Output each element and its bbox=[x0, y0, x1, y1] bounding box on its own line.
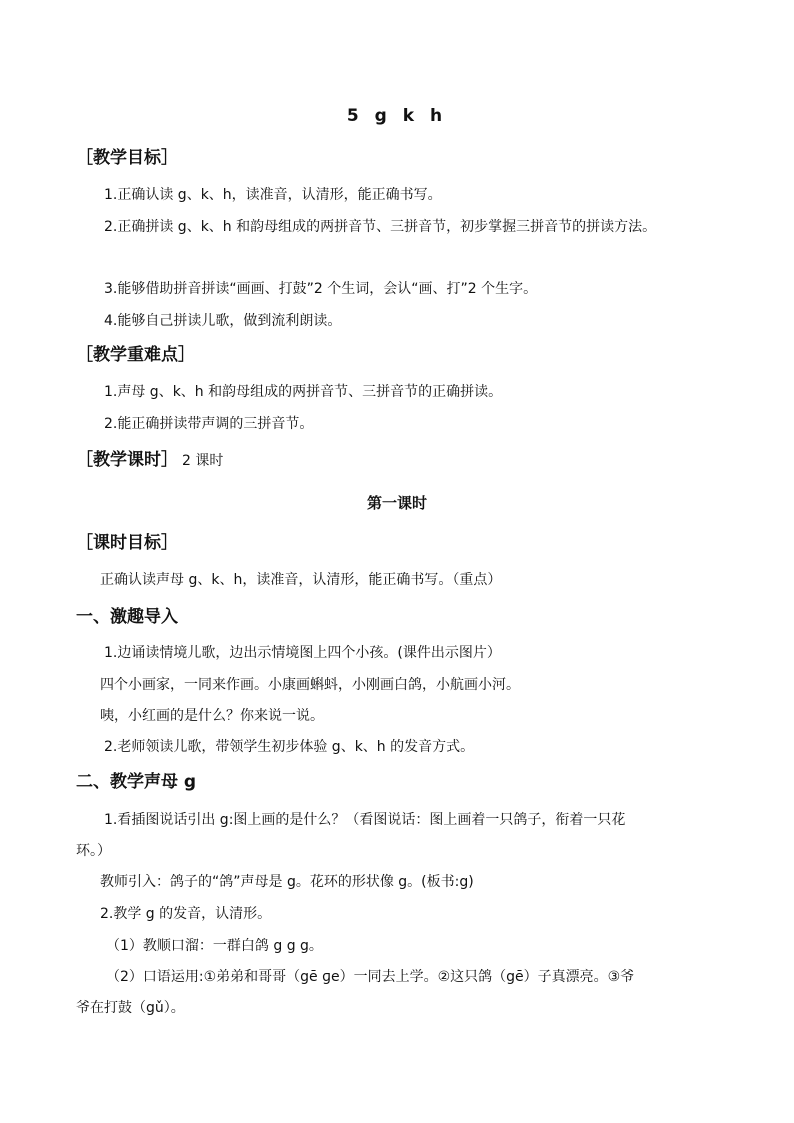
part2-line-5: （1）教顺口溜：一群白鸽 g g g。 bbox=[106, 938, 323, 954]
section-heading-teaching-goals: ［教学目标］ bbox=[76, 148, 178, 168]
part2-line-4: 2.教学 g 的发音，认清形。 bbox=[100, 906, 272, 922]
lesson-goal-text: 正确认读声母 g、k、h，读准音，认清形，能正确书写。（重点） bbox=[100, 572, 502, 588]
part2-line-3: 教师引入：鸽子的“鸽”声母是 g。花环的形状像 g。(板书:g) bbox=[100, 874, 474, 890]
goal-item-3: 3.能够借助拼音拼读“画画、打鼓”2 个生词，会认“画、打”2 个生字。 bbox=[104, 281, 538, 297]
goal-item-2: 2.正确拼读 g、k、h 和韵母组成的两拼音节、三拼音节，初步掌握三拼音节的拼读方法。 bbox=[104, 219, 657, 235]
part1-line-1: 1.边诵读情境儿歌，边出示情境图上四个小孩。(课件出示图片） bbox=[104, 645, 501, 661]
part2-line-6: （2）口语运用:①弟弟和哥哥（gē ɡe）一同去上学。②这只鸽（gē）子真漂亮。③爷 bbox=[106, 969, 635, 985]
key-point-item-2: 2.能正确拼读带声调的三拼音节。 bbox=[104, 416, 314, 432]
document-title: 5 g k h bbox=[346, 106, 448, 126]
lesson-title: 第一课时 bbox=[366, 494, 427, 512]
part1-line-4: 2.老师领读儿歌，带领学生初步体验 g、k、h 的发音方式。 bbox=[104, 739, 475, 755]
goal-item-4: 4.能够自己拼读儿歌，做到流利朗读。 bbox=[104, 313, 342, 329]
part1-line-3: 咦，小红画的是什么？你来说一说。 bbox=[100, 708, 324, 724]
part1-heading: 一、激趣导入 bbox=[76, 607, 178, 627]
section-heading-class-hours bbox=[76, 450, 223, 471]
part1-line-2: 四个小画家，一同来作画。小康画蝌蚪，小刚画白鸽，小航画小河。 bbox=[100, 677, 520, 693]
part2-heading: 二、教学声母 g bbox=[76, 772, 197, 792]
class-hours-value: 2 课时 bbox=[182, 453, 224, 469]
key-point-item-1: 1.声母 g、k、h 和韵母组成的两拼音节、三拼音节的正确拼读。 bbox=[104, 384, 503, 400]
goal-item-1: 1.正确认读 g、k、h，读准音，认清形，能正确书写。 bbox=[104, 187, 442, 203]
part2-line-7: 爷在打鼓（gǔ）。 bbox=[76, 1000, 185, 1016]
section-heading-lesson-goal: ［课时目标］ bbox=[76, 533, 178, 553]
part2-line-1: 1.看插图说话引出 g:图上画的是什么？（看图说话：图上画着一只鸽子，衔着一只花 bbox=[104, 812, 626, 828]
part2-line-2: 环。） bbox=[76, 843, 111, 859]
class-hours-label: ［教学课时］ bbox=[76, 450, 178, 470]
section-heading-key-points: ［教学重难点］ bbox=[76, 345, 195, 365]
